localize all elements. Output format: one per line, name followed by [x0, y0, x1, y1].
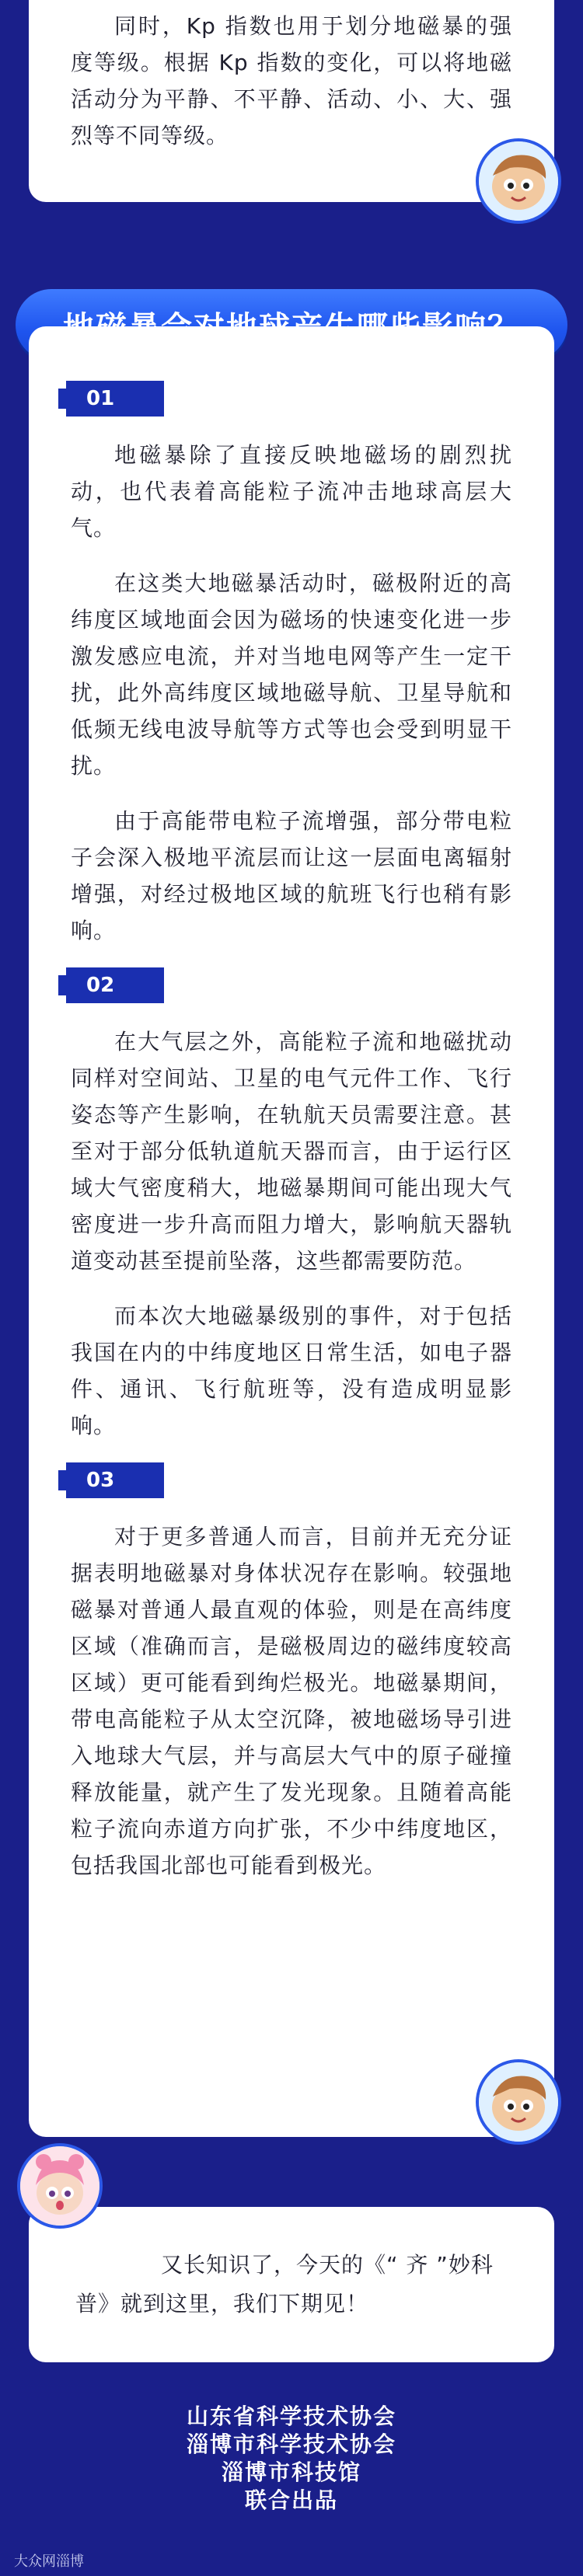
- watermark: 大众网淄博: [14, 2553, 84, 2570]
- part-paragraph: 对于更多普通人而言，目前并无充分证据表明地磁暴对身体状况存在影响。较强地磁暴对普通人最直观的体验，则是在高纬度区域（准确而言，是磁极周边的磁纬度较高区域）更可能看到绚烂极光。地磁暴期间，带电高能粒子从太空沉降，被地磁场导引进入地球大气层，并与高层大气中的原子碰撞释放能量，就产生了发光现象。且随着高能粒子流向赤道方向扩张，不少中纬度地区，包括我国北部也可能看到极光。: [71, 1524, 512, 1878]
- outro-text: 又长知识了，今天的《“ 齐 ”妙科普》就到这里，我们下期见！: [75, 2252, 494, 2316]
- publisher-line: 山东省科学技术协会: [186, 2403, 396, 2429]
- part-paragraph: 而本次大地磁暴级别的事件，对于包括我国在内的中纬度地区日常生活，如电子器件、通讯、飞行航班等，没有造成明显影响。: [71, 1303, 512, 1438]
- part-number-tag: 03: [66, 1462, 164, 1498]
- mascot-boy-icon: [476, 138, 561, 224]
- publisher-line: 淄博市科技馆: [221, 2459, 361, 2485]
- intro-paragraph: 同时，Kp 指数也用于划分地磁暴的强度等级。根据 Kp 指数的变化，可以将地磁活动分为平静、不平静、活动、小、大、强烈等不同等级。: [71, 13, 512, 148]
- publisher-line: 淄博市科学技术协会: [186, 2431, 396, 2457]
- part-01: [71, 381, 512, 949]
- publisher-credits: [0, 2403, 583, 2515]
- outro-card: [29, 2207, 554, 2362]
- part-paragraph: 地磁暴除了直接反映地磁场的剧烈扰动，也代表着高能粒子流冲击地球高层大气。: [71, 442, 512, 541]
- publisher-line: 联合出品: [244, 2487, 338, 2513]
- part-number-tag: 01: [66, 381, 164, 417]
- part-02: [71, 967, 512, 1444]
- main-card: [29, 326, 554, 2137]
- mascot-boy-icon: [476, 2059, 561, 2145]
- intro-card: [29, 0, 554, 202]
- part-paragraph: 由于高能带电粒子流增强，部分带电粒子会深入极地平流层而让这一层面电离辐射增强，对经过极地区域的航班飞行也稍有影响。: [71, 808, 512, 943]
- mascot-girl-icon: [17, 2143, 103, 2229]
- part-paragraph: 在大气层之外，高能粒子流和地磁扰动同样对空间站、卫星的电气元件工作、飞行姿态等产生影响，在轨航天员需要注意。甚至对于部分低轨道航天器而言，由于运行区域大气密度稍大，地磁暴期间可能出现大气密度进一步升高而阻力增大，影响航天器轨道变动甚至提前坠落，这些都需要防范。: [71, 1029, 512, 1274]
- part-number-tag: 02: [66, 967, 164, 1003]
- part-03: [71, 1462, 512, 1884]
- part-paragraph: 在这类大地磁暴活动时，磁极附近的高纬度区域地面会因为磁场的快速变化进一步激发感应电流，并对当地电网等产生一定干扰，此外高纬度区域地磁导航、卫星导航和低频无线电波导航等方式等也会受到明显干扰。: [71, 570, 512, 779]
